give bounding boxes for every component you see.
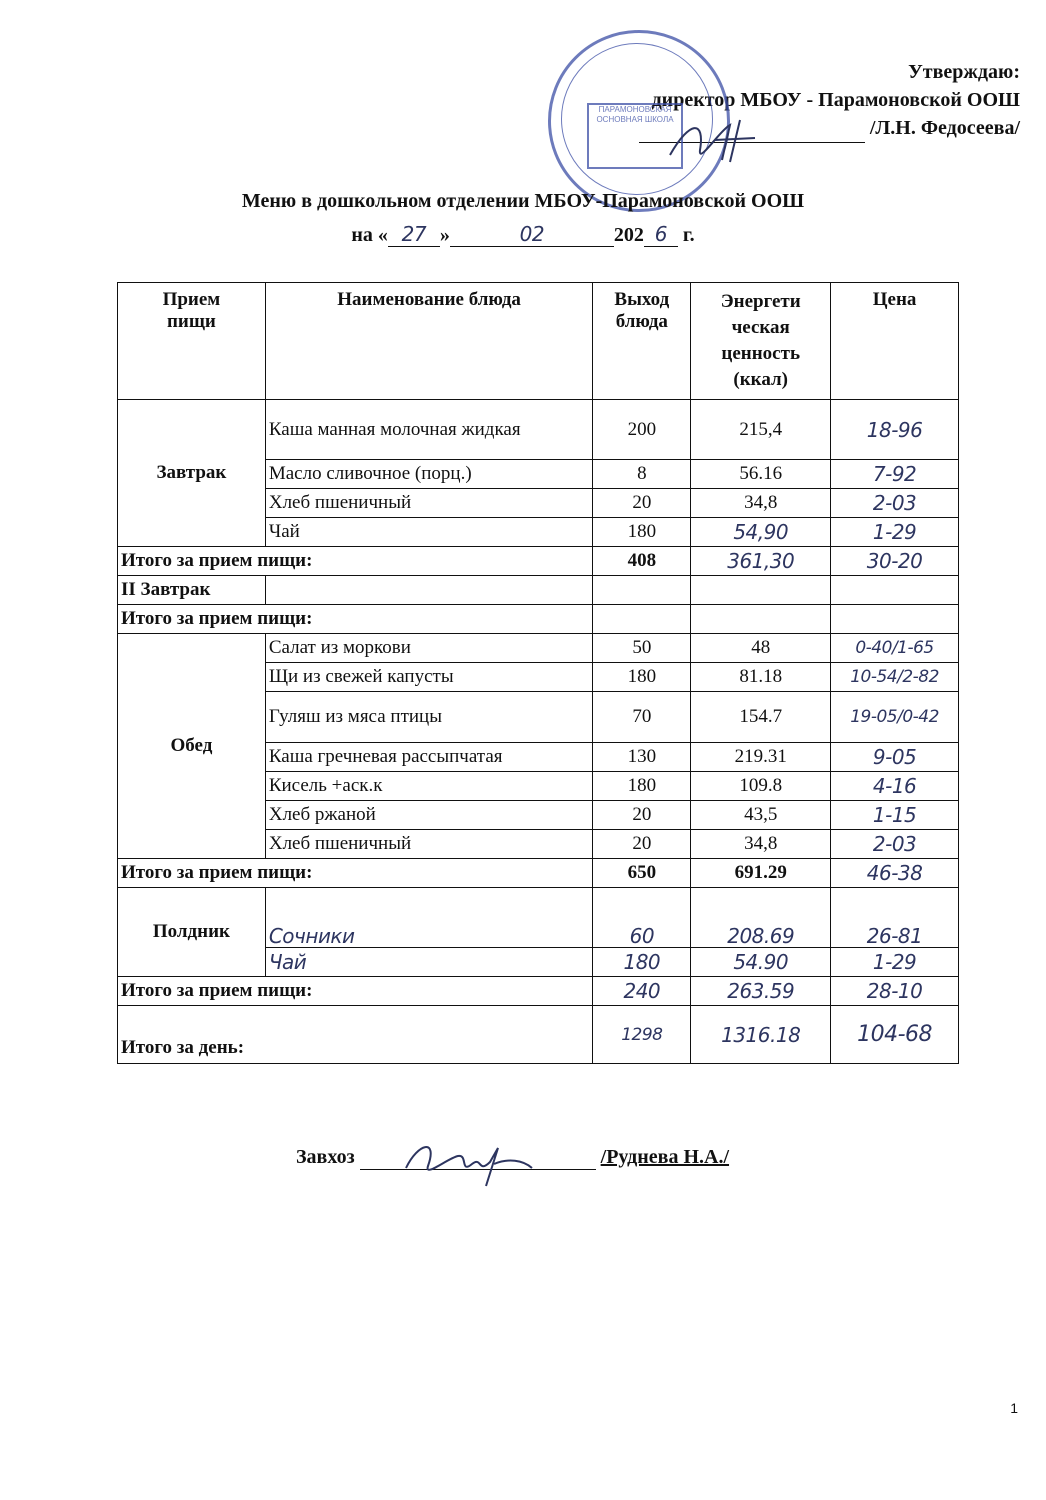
dish-kcal: 81.18 (691, 663, 831, 692)
dish-kcal: 154.7 (691, 692, 831, 743)
subtotal-label: Итого за прием пищи: (118, 547, 593, 576)
day-total-kcal: 1316.18 (691, 1006, 831, 1064)
approval-name: /Л.Н. Федосеева/ (869, 117, 1020, 139)
subtotal-kcal: 691.29 (691, 859, 831, 888)
day-total-price: 104-68 (831, 1006, 959, 1064)
approval-position: директор МБОУ - Парамоновской ООШ (651, 89, 1020, 111)
subtotal-row (118, 859, 959, 888)
table-row (118, 576, 959, 605)
day-total-row (118, 1006, 959, 1064)
dish-output: 20 (593, 801, 691, 830)
dish-kcal: 34,8 (691, 830, 831, 859)
dish-name: Каша манная молочная жидкая (265, 400, 593, 460)
subtotal-kcal: 361,30 (691, 547, 831, 576)
menu-date: на « 27 » 02 202 6 г. (351, 222, 695, 246)
dish-price: 0-40/1-65 (831, 634, 959, 663)
dish-output: 60 (593, 888, 691, 948)
dish-kcal: 43,5 (691, 801, 831, 830)
subtotal-price: 28-10 (831, 977, 959, 1006)
dish-price: 1-29 (831, 518, 959, 547)
header-dish: Наименование блюда (265, 283, 593, 400)
dish-price: 9-05 (831, 743, 959, 772)
dish-name: Хлеб пшеничный (265, 489, 593, 518)
meal-breakfast: Завтрак (118, 400, 266, 547)
dish-output: 180 (593, 518, 691, 547)
subtotal-label: Итого за прием пищи: (118, 605, 593, 634)
dish-price: 26-81 (831, 888, 959, 948)
table-row (118, 400, 959, 460)
dish-kcal: 34,8 (691, 489, 831, 518)
dish-output: 50 (593, 634, 691, 663)
dish-price: 2-03 (831, 830, 959, 859)
dish-name: Гуляш из мяса птицы (265, 692, 593, 743)
approval-title: Утверждаю: (908, 61, 1020, 83)
footer-name: /Руднева Н.А./ (600, 1146, 730, 1168)
dish-kcal: 56.16 (691, 460, 831, 489)
subtotal-row (118, 547, 959, 576)
dish-output: 180 (593, 948, 691, 977)
dish-kcal: 48 (691, 634, 831, 663)
meal-breakfast2: II Завтрак (118, 576, 266, 605)
subtotal-price: 46-38 (831, 859, 959, 888)
dish-output: 20 (593, 489, 691, 518)
dish-kcal: 54,90 (691, 518, 831, 547)
header-energy: Энергети ческая ценность (ккал) (691, 283, 831, 400)
dish-name: Хлеб пшеничный (265, 830, 593, 859)
dish-kcal: 109.8 (691, 772, 831, 801)
dish-name: Чай (265, 948, 593, 977)
dish-output: 20 (593, 830, 691, 859)
header-price: Цена (831, 283, 959, 400)
page-number: 1 (1010, 1400, 1018, 1416)
date-day: 27 (388, 222, 440, 247)
date-year: 6 (644, 222, 678, 247)
dish-kcal: 219.31 (691, 743, 831, 772)
dish-price: 19-05/0-42 (831, 692, 959, 743)
header-meal: Прием пищи (118, 283, 266, 400)
meal-lunch: Обед (118, 634, 266, 859)
page-title: Меню в дошкольном отделении МБОУ-Парамоновской ООШ (241, 190, 805, 212)
dish-output: 130 (593, 743, 691, 772)
dish-output: 70 (593, 692, 691, 743)
subtotal-row (118, 977, 959, 1006)
stamp-center: ПАРАМОНОВСКАЯ ОСНОВНАЯ ШКОЛА (587, 103, 683, 169)
menu-table (117, 282, 959, 1064)
subtotal-output: 240 (593, 977, 691, 1006)
dish-name: Чай (265, 518, 593, 547)
table-row (118, 888, 959, 948)
dish-name: Салат из моркови (265, 634, 593, 663)
dish-price: 1-15 (831, 801, 959, 830)
subtotal-kcal: 263.59 (691, 977, 831, 1006)
director-signature (660, 110, 770, 170)
dish-price: 4-16 (831, 772, 959, 801)
dish-price: 2-03 (831, 489, 959, 518)
dish-name: Масло сливочное (порц.) (265, 460, 593, 489)
header-output: Выход блюда (593, 283, 691, 400)
dish-output: 8 (593, 460, 691, 489)
manager-signature (398, 1128, 538, 1192)
subtotal-label: Итого за прием пищи: (118, 977, 593, 1006)
dish-output: 180 (593, 663, 691, 692)
dish-price: 18-96 (831, 400, 959, 460)
dish-name: Кисель +аск.к (265, 772, 593, 801)
dish-price: 10-54/2-82 (831, 663, 959, 692)
dish-price: 7-92 (831, 460, 959, 489)
date-month: 02 (450, 222, 614, 247)
footer-role: Завхоз (296, 1146, 355, 1168)
dish-kcal: 54.90 (691, 948, 831, 977)
day-total-label: Итого за день: (118, 1006, 593, 1064)
day-total-output: 1298 (593, 1006, 691, 1064)
dish-name: Щи из свежей капусты (265, 663, 593, 692)
table-row (118, 634, 959, 663)
dish-output: 180 (593, 772, 691, 801)
dish-name: Каша гречневая рассыпчатая (265, 743, 593, 772)
dish-name: Хлеб ржаной (265, 801, 593, 830)
dish-kcal: 208.69 (691, 888, 831, 948)
dish-output: 200 (593, 400, 691, 460)
subtotal-row (118, 605, 959, 634)
dish-price: 1-29 (831, 948, 959, 977)
dish-name: Сочники (265, 888, 593, 948)
subtotal-output: 408 (593, 547, 691, 576)
meal-snack: Полдник (118, 888, 266, 977)
header-row (118, 283, 959, 400)
subtotal-label: Итого за прием пищи: (118, 859, 593, 888)
subtotal-price: 30-20 (831, 547, 959, 576)
dish-kcal: 215,4 (691, 400, 831, 460)
subtotal-output: 650 (593, 859, 691, 888)
